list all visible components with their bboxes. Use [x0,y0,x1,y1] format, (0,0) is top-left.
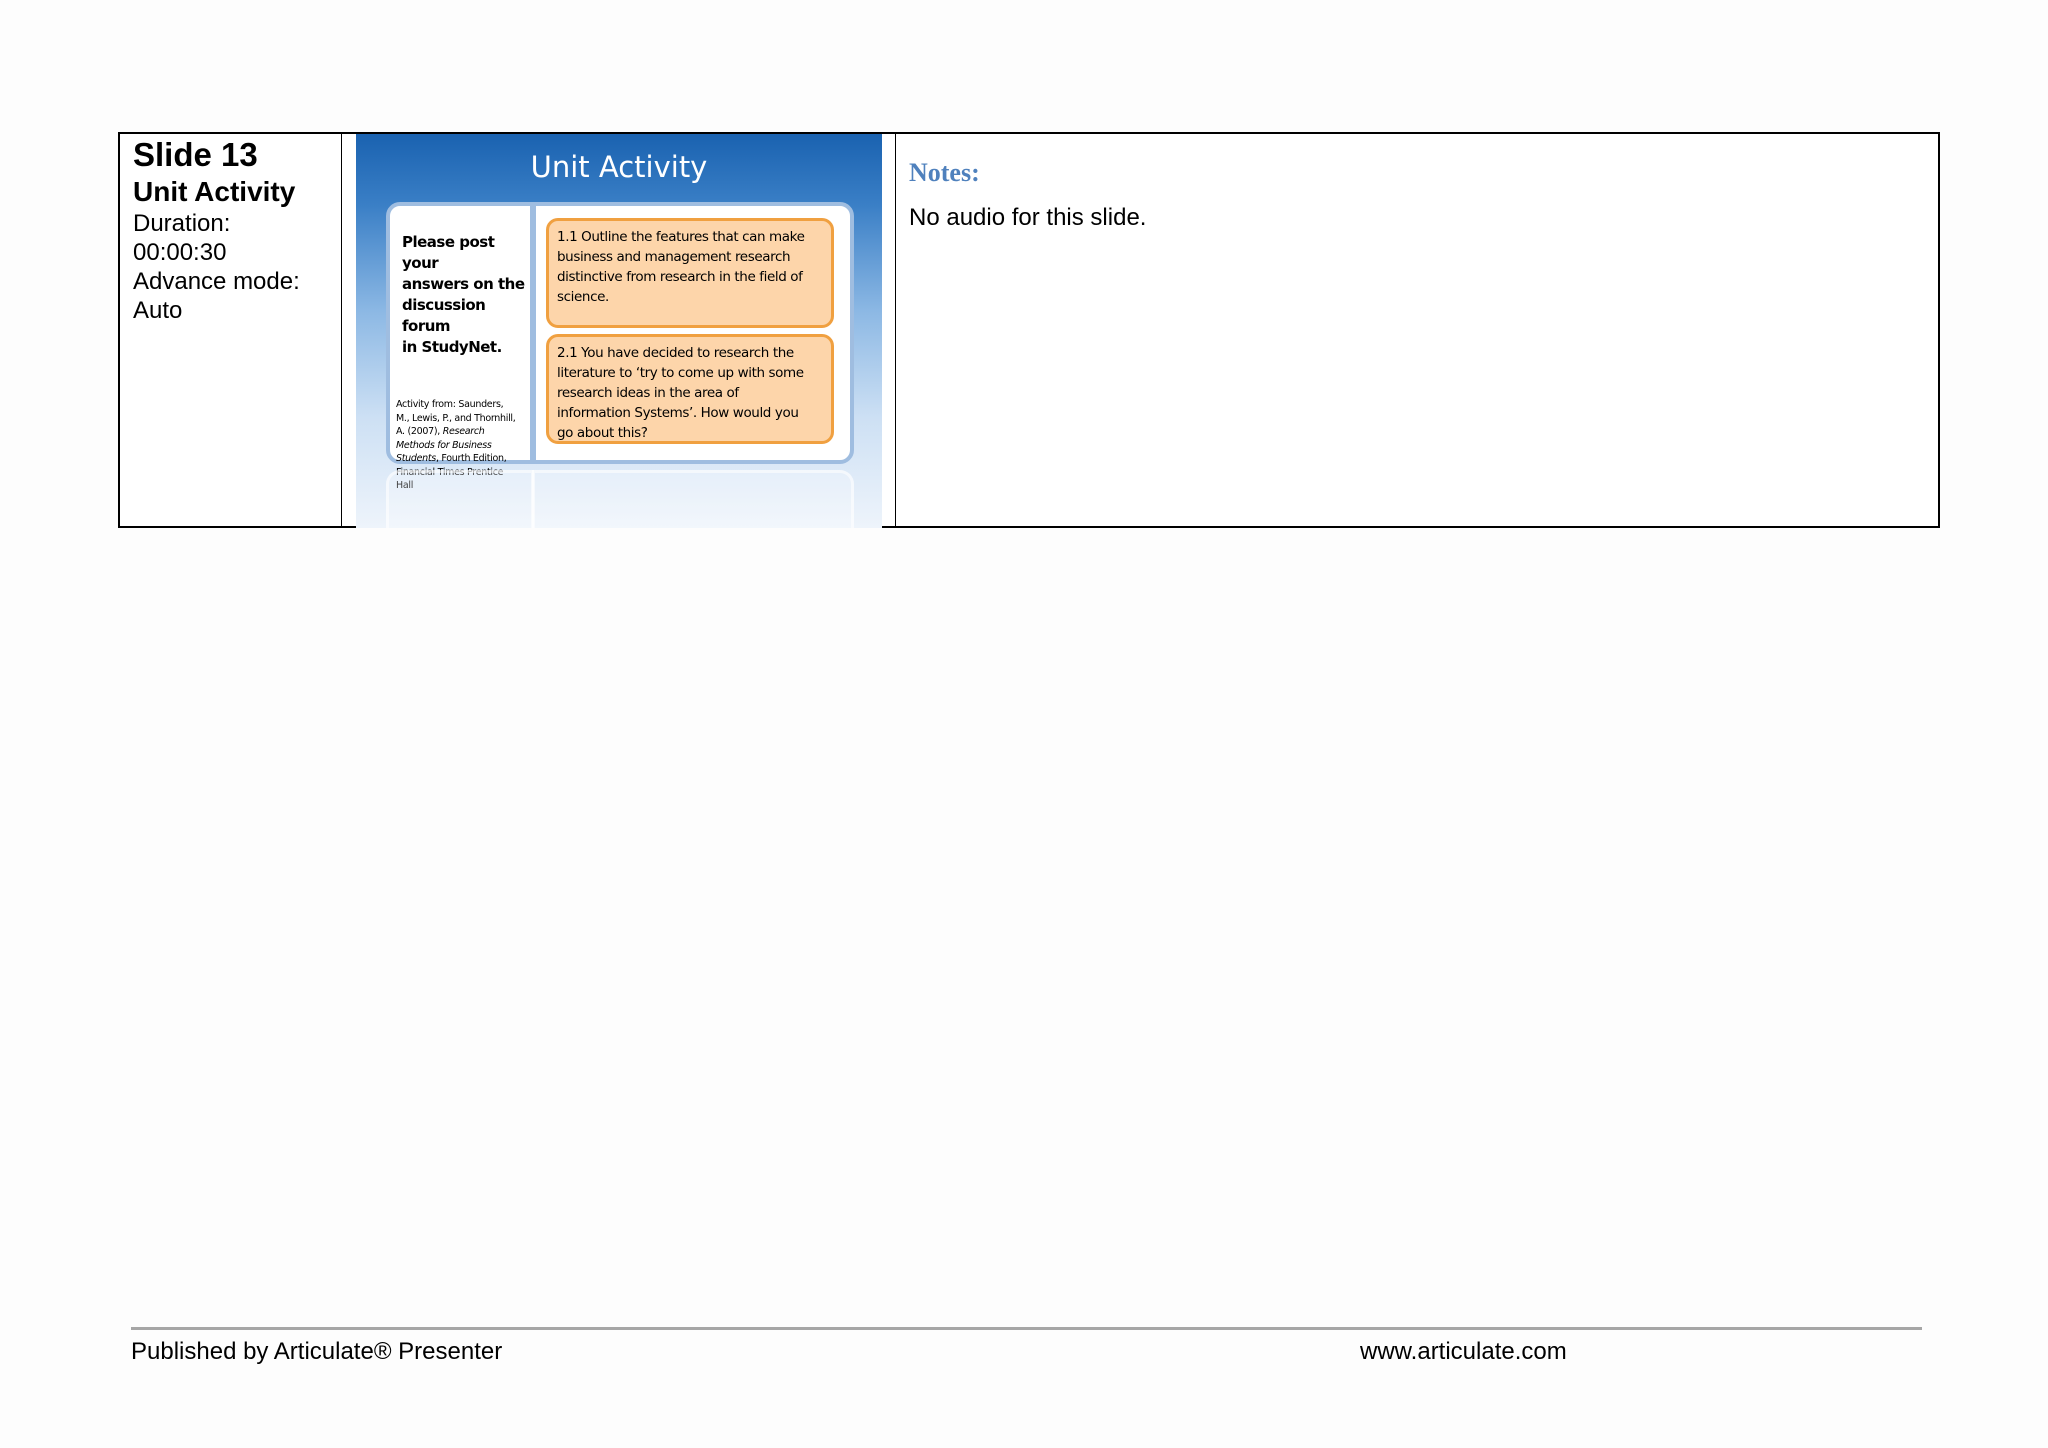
question-line: information Systems’. How would you [557,405,799,421]
citation-line: Activity from: Saunders, [396,399,504,410]
notes-heading: Notes: [909,158,980,187]
citation-text: , Fourth Edition, [435,453,507,464]
footer-url: www.articulate.com [1360,1338,1567,1365]
citation-line [396,452,530,466]
slide-thumbnail-cell [342,134,896,526]
question-box-1 [546,218,834,328]
notes-cell [896,134,1938,526]
question-line: literature to ‘try to come up with some [557,365,804,381]
citation-line: Hall [396,480,414,491]
question-line: go about this? [557,425,648,441]
advance-mode-value: Auto [133,297,183,324]
citation-line [396,439,530,453]
post-instructions [402,232,530,358]
post-line: discussion forum [402,296,486,335]
post-line: Please post your [402,233,495,272]
question-line: 2.1 You have decided to research the [557,345,794,361]
citation-line: M., Lewis, P., and Thornhill, [396,412,516,424]
notes-text: No audio for this slide. [909,204,1147,231]
question-line: business and management research [557,249,791,265]
thumbnail-left-panel [386,202,534,491]
question-line: science. [557,289,609,305]
footer-divider [131,1327,1922,1330]
question-box-2 [546,334,834,444]
thumbnail-title: Unit Activity [530,150,708,184]
citation-line: Financial Times Prentice [396,466,504,478]
post-line: answers on the [402,275,525,293]
panel-reflection-right [532,470,854,528]
question-line: distinctive from research in the field of [557,269,803,285]
panel-reflection-left [386,470,534,528]
citation-italic: Methods for Business [396,439,492,451]
question-line: research ideas in the area of [557,385,739,401]
slide-number: Slide 13 [133,136,258,173]
citation-italic: Students [396,453,436,464]
slide-title: Unit Activity [133,176,296,207]
citation-italic: Research [442,426,485,437]
slide-table [118,132,1940,528]
duration-label: Duration: [133,210,231,237]
duration-value: 00:00:30 [133,239,227,266]
citation-line [396,425,530,439]
thumbnail-right-panel [532,202,854,464]
question-line: 1.1 Outline the features that can make [557,229,805,245]
citation-text: A. (2007), [396,426,443,437]
advance-mode-label: Advance mode: [133,268,300,295]
slide-info-cell [120,134,342,526]
footer-publisher: Published by Articulate® Presenter [131,1338,503,1365]
post-line: in StudyNet. [402,338,502,356]
slide-thumbnail [356,134,882,528]
